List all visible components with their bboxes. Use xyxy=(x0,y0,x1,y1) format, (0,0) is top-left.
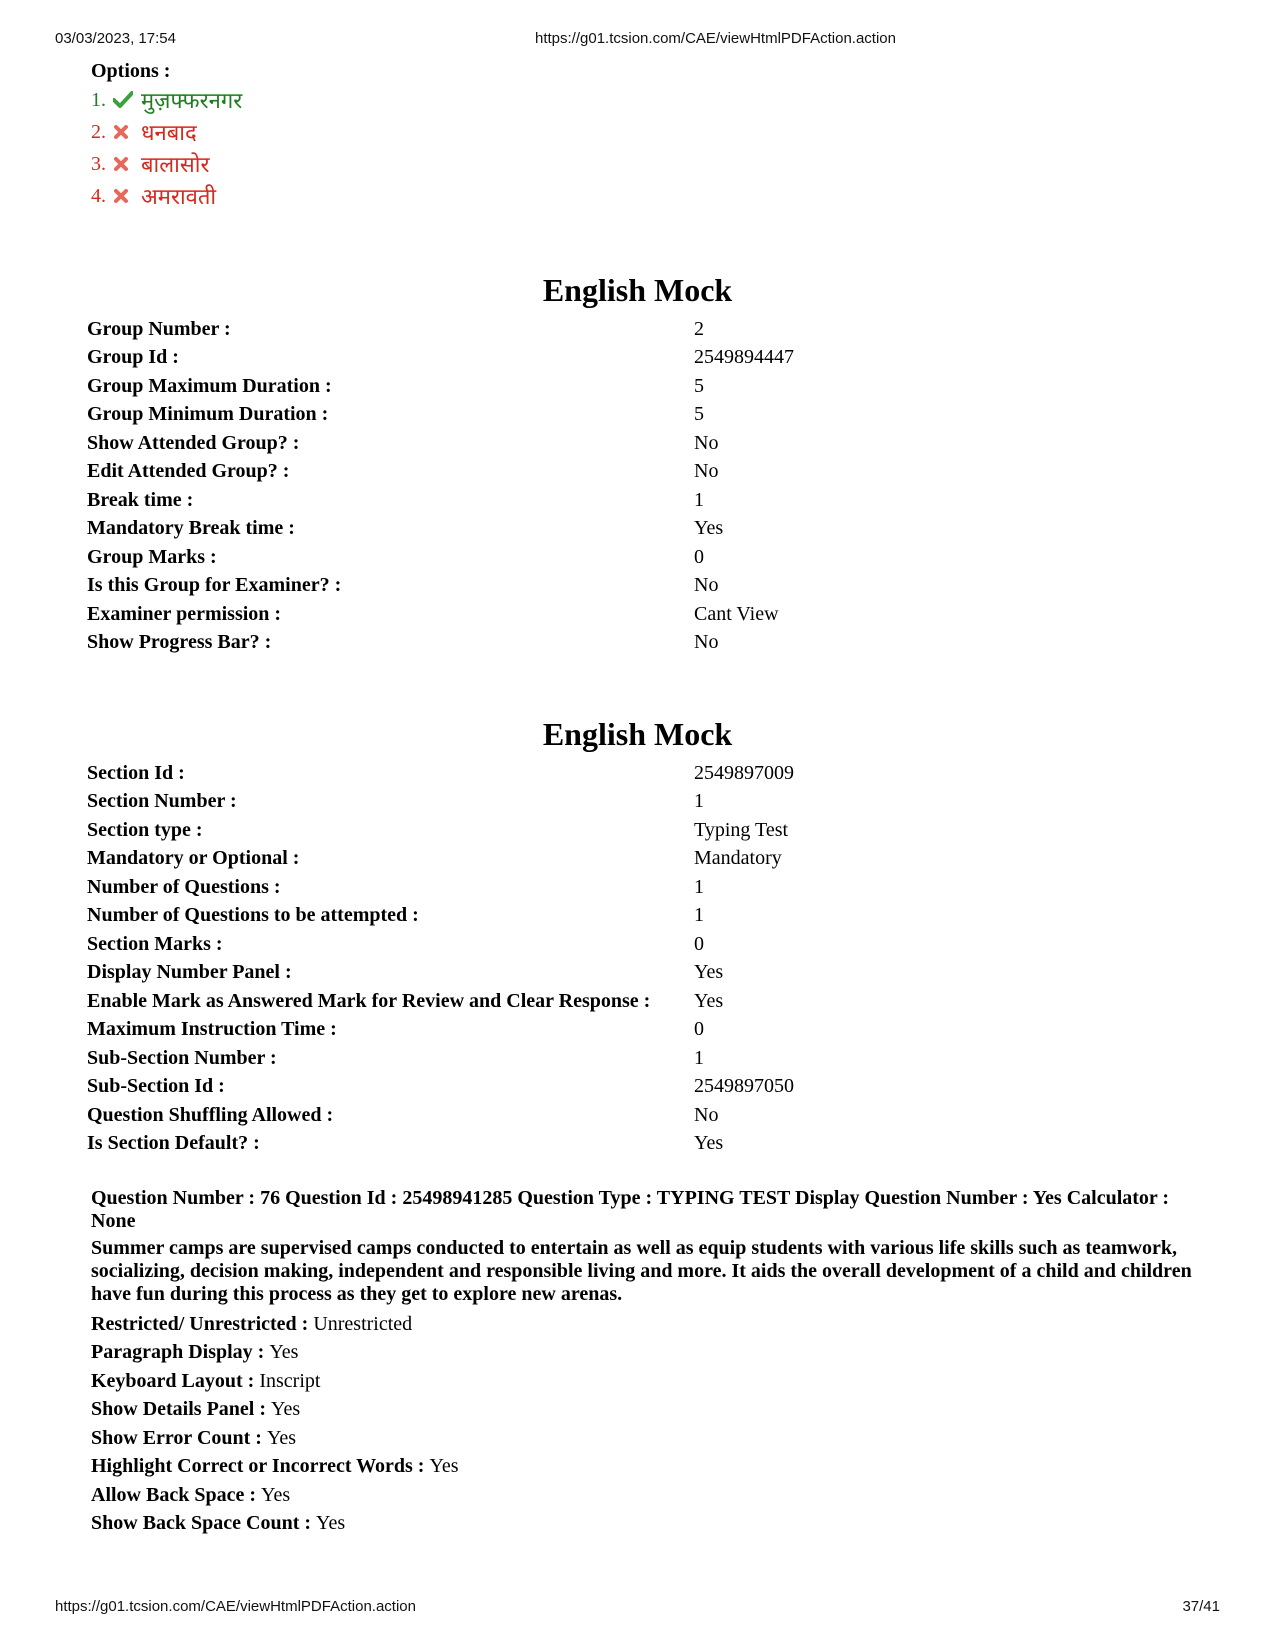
field-label: Examiner permission : xyxy=(87,602,282,625)
group-row xyxy=(87,515,794,544)
group-row xyxy=(87,401,794,430)
section-title: English Mock xyxy=(542,716,733,752)
section-row xyxy=(87,987,794,1016)
group-row xyxy=(87,543,794,572)
print-footer xyxy=(55,1598,1220,1618)
group-row xyxy=(87,629,794,658)
field-value: 0 xyxy=(694,1018,704,1041)
field-label: Number of Questions : xyxy=(87,875,281,898)
group-title: English Mock xyxy=(542,272,733,308)
field-label: Section Number : xyxy=(87,790,237,813)
field-label: Break time : xyxy=(87,488,194,511)
field-label: Number of Questions to be attempted : xyxy=(87,904,419,927)
property-value: Yes xyxy=(429,1455,459,1478)
question-block xyxy=(91,1187,1201,1538)
option-4 xyxy=(91,180,242,212)
field-label: Sub-Section Number : xyxy=(87,1046,277,1069)
field-value: 1 xyxy=(694,875,704,898)
option-text: अमरावती xyxy=(141,185,217,210)
cross-icon xyxy=(113,124,139,140)
section-row xyxy=(87,959,794,988)
section-row xyxy=(87,788,794,817)
group-row xyxy=(87,315,794,344)
option-2 xyxy=(91,116,242,148)
question-property xyxy=(91,1453,1201,1482)
field-value: No xyxy=(694,631,719,654)
property-label: Show Details Panel : xyxy=(91,1398,271,1421)
question-property xyxy=(91,1310,1201,1339)
field-value: Mandatory xyxy=(694,847,782,870)
field-value: 1 xyxy=(694,904,704,927)
field-value: No xyxy=(694,574,719,597)
group-row xyxy=(87,458,794,487)
property-value: Unrestricted xyxy=(313,1312,413,1335)
field-value: 2549894447 xyxy=(694,346,794,369)
option-text: मुज़फ्फरनगर xyxy=(141,89,243,114)
section-row xyxy=(87,1073,794,1102)
option-1 xyxy=(91,84,242,116)
options-block xyxy=(91,58,242,212)
property-value: Yes xyxy=(271,1398,301,1421)
field-value: 2549897050 xyxy=(694,1075,794,1098)
field-label: Section Marks : xyxy=(87,932,223,955)
cross-icon xyxy=(113,188,139,204)
field-value: 1 xyxy=(694,790,704,813)
option-text: बालासोर xyxy=(141,153,210,178)
field-label: Section type : xyxy=(87,818,203,841)
field-value: No xyxy=(694,431,719,454)
field-label: Maximum Instruction Time : xyxy=(87,1018,337,1041)
question-property xyxy=(91,1481,1201,1510)
property-label: Show Error Count : xyxy=(91,1426,267,1449)
question-paragraph: Summer camps are supervised camps conducted to entertain as well as equip students with various life skills such as teamwork, socializing, decision making, independent and responsible living and more. It aids the overall development of a child and children have fun during this process as they get to explore new arenas. xyxy=(91,1237,1192,1305)
question-property xyxy=(91,1339,1201,1368)
field-label: Mandatory or Optional : xyxy=(87,847,300,870)
option-text: धनबाद xyxy=(141,121,197,146)
field-label: Edit Attended Group? : xyxy=(87,460,290,483)
field-value: 0 xyxy=(694,932,704,955)
option-3 xyxy=(91,148,242,180)
group-row xyxy=(87,429,794,458)
option-number: 4. xyxy=(91,184,106,207)
option-number: 2. xyxy=(91,120,106,143)
field-label: Display Number Panel : xyxy=(87,961,292,984)
question-properties xyxy=(91,1310,1201,1538)
option-number: 3. xyxy=(91,152,106,175)
page-number: 37/41 xyxy=(1182,1598,1220,1615)
section-row xyxy=(87,759,794,788)
group-row xyxy=(87,344,794,373)
field-label: Group Minimum Duration : xyxy=(87,403,329,426)
field-value: Yes xyxy=(694,989,724,1012)
property-value: Yes xyxy=(269,1341,299,1364)
section-row xyxy=(87,1016,794,1045)
field-label: Mandatory Break time : xyxy=(87,517,295,540)
field-value: Yes xyxy=(694,961,724,984)
question-property xyxy=(91,1396,1201,1425)
field-label: Show Attended Group? : xyxy=(87,431,300,454)
field-label: Enable Mark as Answered Mark for Review and Clear Response : xyxy=(87,989,651,1012)
section-row xyxy=(87,902,794,931)
field-value: 5 xyxy=(694,374,704,397)
field-value: 1 xyxy=(694,1046,704,1069)
section-row xyxy=(87,873,794,902)
property-label: Show Back Space Count : xyxy=(91,1512,317,1535)
field-value: Cant View xyxy=(694,602,779,625)
field-value: No xyxy=(694,1103,719,1126)
property-value: Yes xyxy=(266,1426,297,1449)
property-label: Keyboard Layout : xyxy=(91,1369,260,1392)
group-details-table xyxy=(87,315,794,657)
options-label: Options : xyxy=(91,60,171,82)
field-label: Is Section Default? : xyxy=(87,1132,260,1155)
property-label: Paragraph Display : xyxy=(91,1341,270,1364)
section-row xyxy=(87,1101,794,1130)
field-label: Sub-Section Id : xyxy=(87,1075,225,1098)
property-value: Inscript xyxy=(259,1369,321,1392)
field-label: Show Progress Bar? : xyxy=(87,631,272,654)
question-property xyxy=(91,1424,1201,1453)
field-value: Yes xyxy=(694,517,724,540)
field-value: 5 xyxy=(694,403,704,426)
section-row xyxy=(87,845,794,874)
field-value: 0 xyxy=(694,545,704,568)
print-url: https://g01.tcsion.com/CAE/viewHtmlPDFAction.action xyxy=(535,30,896,47)
group-row xyxy=(87,372,794,401)
print-datetime: 03/03/2023, 17:54 xyxy=(55,30,176,47)
print-header xyxy=(55,30,1220,50)
field-value: 1 xyxy=(694,488,704,511)
property-label: Highlight Correct or Incorrect Words : xyxy=(91,1455,430,1478)
group-row xyxy=(87,572,794,601)
field-value: 2 xyxy=(694,317,704,340)
field-label: Group Id : xyxy=(87,346,179,369)
field-value: No xyxy=(694,460,719,483)
section-row xyxy=(87,930,794,959)
section-row xyxy=(87,816,794,845)
question-property xyxy=(91,1510,1201,1539)
property-value: Yes xyxy=(316,1512,346,1535)
question-header: Question Number : 76 Question Id : 25498941285 Question Type : TYPING TEST Display Question Number : Yes Calculator : None xyxy=(91,1187,1170,1232)
question-property xyxy=(91,1367,1201,1396)
option-number: 1. xyxy=(91,88,106,111)
field-label: Question Shuffling Allowed : xyxy=(87,1103,334,1126)
section-details-table xyxy=(87,759,794,1158)
field-label: Is this Group for Examiner? : xyxy=(87,574,342,597)
field-value: 2549897009 xyxy=(694,761,794,784)
cross-icon xyxy=(113,156,139,172)
field-label: Group Number : xyxy=(87,317,231,340)
group-row xyxy=(87,486,794,515)
field-label: Section Id : xyxy=(87,761,185,784)
field-value: Typing Test xyxy=(694,818,789,841)
section-row xyxy=(87,1044,794,1073)
property-label: Restricted/ Unrestricted : xyxy=(91,1312,314,1335)
check-icon xyxy=(113,91,139,109)
field-label: Group Maximum Duration : xyxy=(87,374,332,397)
property-label: Allow Back Space : xyxy=(91,1483,261,1506)
field-label: Group Marks : xyxy=(87,545,217,568)
group-row xyxy=(87,600,794,629)
property-value: Yes xyxy=(261,1483,291,1506)
section-row xyxy=(87,1130,794,1159)
field-value: Yes xyxy=(694,1132,724,1155)
footer-url: https://g01.tcsion.com/CAE/viewHtmlPDFAction.action xyxy=(55,1598,416,1615)
